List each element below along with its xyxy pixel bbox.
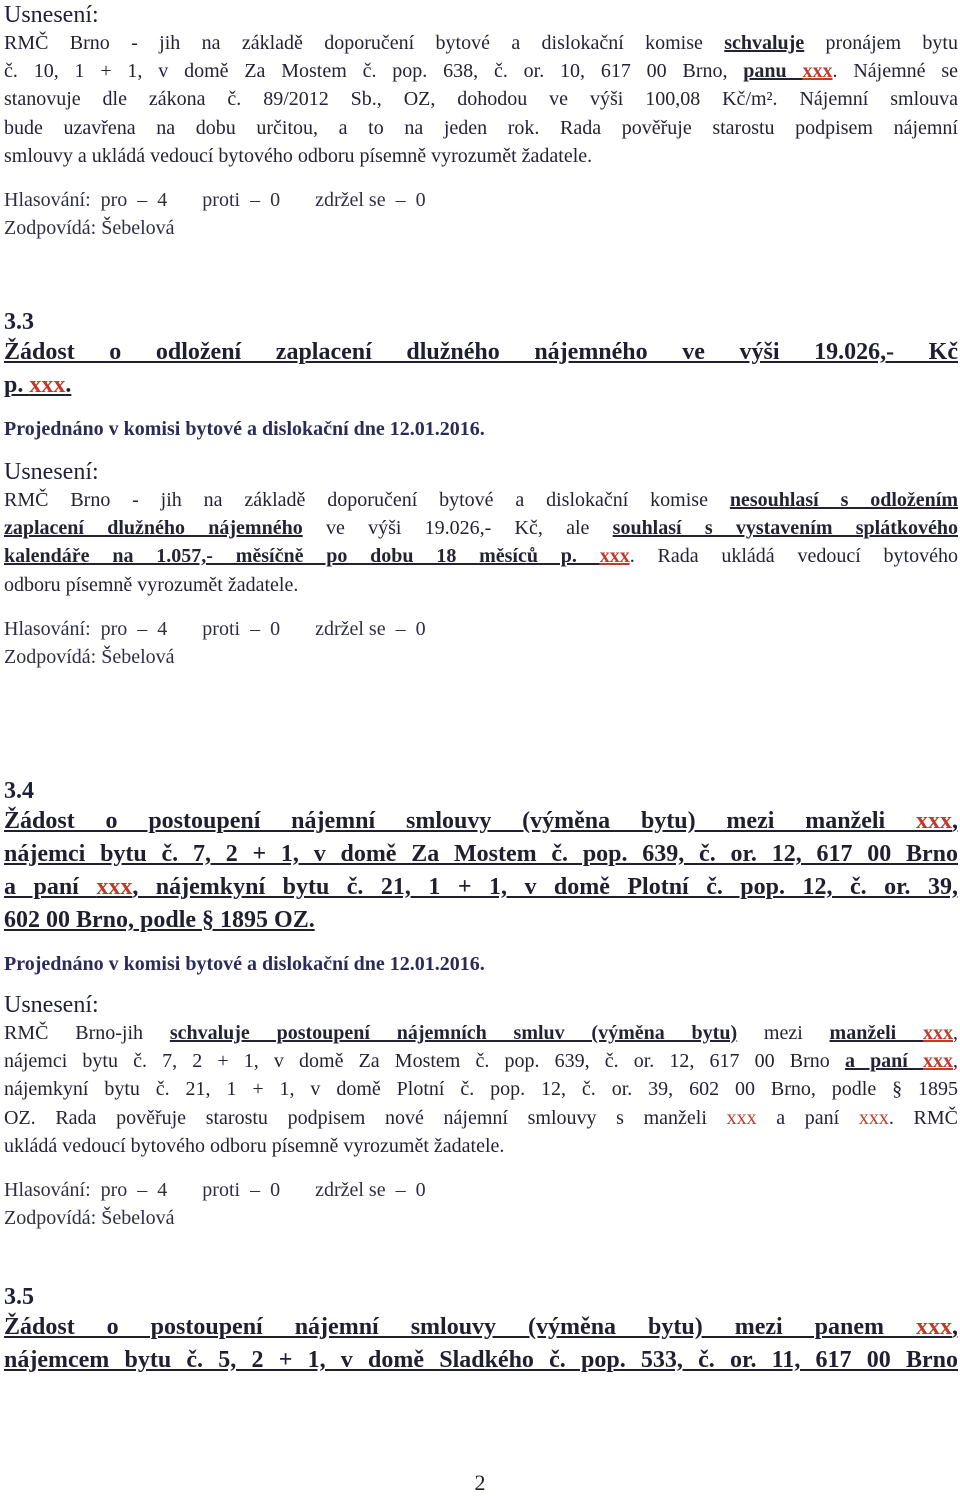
responsible-person: Zodpovídá: Šebelová [4,1207,175,1230]
resolution-label: Usnesení: [4,992,99,1018]
section-heading: Žádost o postoupení nájemní smlouvy (výměna bytu) mezi panem xxx, nájemcem bytu č. 5, 2 + 1, v domě Sladkého č. pop. 533, č. or. 11, 617 00 Brno [4,1314,958,1373]
text-line: ukládá vedoucí bytového odboru písemně vyrozumět žadatele. [4,1134,505,1157]
text-line: smlouvy a ukládá vedoucí bytového odboru písemně vyrozumět žadatele. [4,144,593,167]
text-line: kalendáře na 1.057,- měsíčně po dobu 18 měsíců p. xxx. Rada ukládá vedoucí bytového [4,545,958,568]
section-heading: Žádost o postoupení nájemní smlouvy (výměna bytu) mezi manželi xxx, nájemci bytu č. 7, 2 + 1, v domě Za Mostem č. pop. 639, č. or. 12, 617 00 Brno a paní xxx, nájemkyní bytu č. 21, 1 + 1, v domě Plotní č. pop. 12, č. or. 39, 602 00 Brno, podle § 1895 OZ. [4,808,958,933]
resolution-label: Usnesení: [4,2,99,28]
vote-result: Hlasování: pro – 4 proti – 0 zdržel se – 0 [4,617,426,640]
section-number: 3.5 [4,1284,34,1310]
section-number: 3.3 [4,309,34,335]
text-line: nájemkyní bytu č. 21, 1 + 1, v domě Plotní č. pop. 12, č. or. 39, 602 00 Brno, podle § 1895 [4,1078,958,1101]
section-3-3 [4,309,958,671]
resolution-label: Usnesení: [4,459,99,485]
text-line: OZ. Rada pověřuje starostu podpisem nové nájemní smlouvy s manželi xxx a paní xxx. RMČ [4,1106,959,1129]
section-number: 3.4 [4,778,34,804]
text-line: zaplacení dlužného nájemného ve výši 19.026,- Kč, ale souhlasí s vystavením splátkového [4,517,958,540]
responsible-person: Zodpovídá: Šebelová [4,217,175,240]
text-line: RMČ Brno-jih schvaluje postoupení nájemních smluv (výměna bytu) mezi manželi xxx, [4,1022,958,1044]
text-line: nájemci bytu č. 7, 2 + 1, v domě Za Mostem č. pop. 639, č. or. 12, 617 00 Brno a paní xxx, [4,1050,958,1073]
resolution-text [4,29,958,170]
responsible-person: Zodpovídá: Šebelová [4,645,175,668]
text-line: stanovuje dle zákona č. 89/2012 Sb., OZ, dohodou ve výši 100,08 Kč/m². Nájemní smlouva [4,88,958,111]
section-3-5 [4,1284,958,1377]
section-heading: Žádost o odložení zaplacení dlužného nájemného ve výši 19.026,- Kč p. xxx. [4,339,958,398]
text-line: odboru písemně vyrozumět žadatele. [4,573,299,596]
resolution-text [4,1019,958,1160]
text-line: č. 10, 1 + 1, v domě Za Mostem č. pop. 638, č. or. 10, 617 00 Brno, panu xxx. Nájemné se [4,60,958,83]
vote-result: Hlasování: pro – 4 proti – 0 zdržel se – 0 [4,1179,426,1202]
vote-result: Hlasování: pro – 4 proti – 0 zdržel se – 0 [4,189,426,212]
page-number: 2 [474,1470,486,1495]
text-line: bude uzavřena na dobu určitou, a to na jeden rok. Rada pověřuje starostu podpisem nájemní [4,116,958,139]
text-line: RMČ Brno - jih na základě doporučení bytové a dislokační komise nesouhlasí s odložením [4,489,958,511]
committee-note: Projednáno v komisi bytové a dislokační dne 12.01.2016. [4,418,485,440]
section-3-4 [4,778,958,1232]
text-line: RMČ Brno - jih na základě doporučení bytové a dislokační komise schvaluje pronájem bytu [4,32,958,54]
resolution-block-previous [4,2,958,242]
resolution-text [4,486,958,599]
committee-note: Projednáno v komisi bytové a dislokační dne 12.01.2016. [4,953,485,975]
